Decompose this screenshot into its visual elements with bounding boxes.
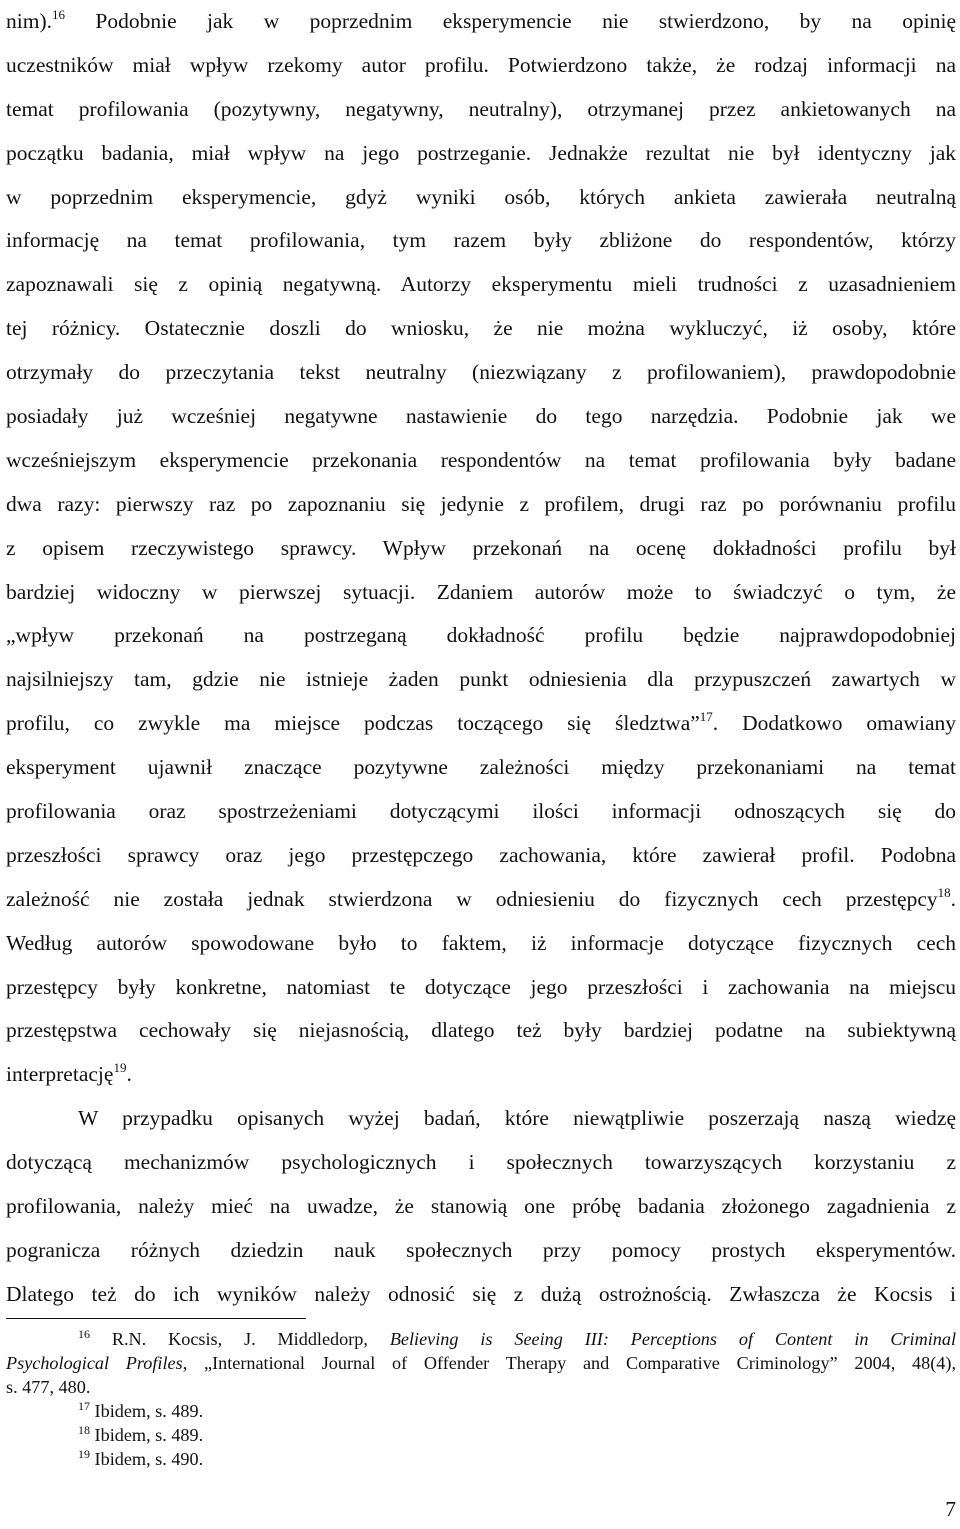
footnote-number: 17 xyxy=(78,1399,90,1413)
text-line: otrzymały do przeczytania tekst neutralny (niezwiązany z profilowaniem), prawdopodobnie xyxy=(6,360,956,385)
text-line: W przypadku opisanych wyżej badań, które niewątpliwie poszerzają naszą wiedzę xyxy=(78,1106,956,1131)
footnotes xyxy=(6,1327,956,1471)
footnote-18: $^{18}$ Ibidem, s. 489. xyxy=(78,1423,204,1445)
footnote-17: $^{17}$ Ibidem, s. 489. xyxy=(78,1399,204,1421)
footnote-ref-16[interactable]: 16 xyxy=(51,7,65,22)
text-line: informację na temat profilowania, tym razem były zbliżone do respondentów, którzy xyxy=(6,228,956,253)
footnote-line: $^{16}$ R.N. Kocsis, J. Middledorp, Believing is Seeing III: Perceptions of Content in Criminal xyxy=(78,1327,957,1349)
text-line: profilowania oraz spostrzeżeniami dotyczącymi ilości informacji odnoszących się do xyxy=(6,799,956,824)
text-line: wcześniejszym eksperymencie przekonania respondentów na temat profilowania były badane xyxy=(6,447,956,472)
text-line: profilowania, należy mieć na uwadze, że stanowią one próbę badania złożonego zagadnienia z xyxy=(6,1194,956,1219)
text-line: bardziej widoczny w pierwszej sytuacji. Zdaniem autorów może to świadczyć o tym, że xyxy=(6,579,956,604)
footnote-number: 16 xyxy=(78,1327,90,1341)
footnote-number: 19 xyxy=(78,1447,90,1461)
body-text xyxy=(6,0,956,1317)
text-line: dotyczącą mechanizmów psychologicznych i społecznych towarzyszących korzystaniu z xyxy=(6,1150,956,1175)
text-line: nim).$^{16}$ Podobnie jak w poprzednim eksperymencie nie stwierdzono, by na opinię xyxy=(6,7,956,33)
text-line: „wpływ przekonań na postrzeganą dokładność profilu będzie najprawdopodobniej xyxy=(6,623,956,648)
text-line: profilu, co zwykle ma miejsce podczas toczącego się śledztwa”$^{17}$. Dodatkowo omawiany xyxy=(6,709,956,736)
footnote-line: s. 477, 480. xyxy=(6,1377,91,1397)
footnote-separator xyxy=(6,1318,306,1319)
text-line: interpretację$^{19}$. xyxy=(6,1060,132,1087)
footnote-ref-18[interactable]: 18 xyxy=(937,884,951,900)
text-line: przestępstwa cechowały się niejasnością, dlatego też były bardziej podatne na subiektywną xyxy=(6,1018,956,1043)
document-page xyxy=(6,0,956,1529)
text-line: zapoznawali się z opinią negatywną. Autorzy eksperymentu mieli trudności z uzasadnieniem xyxy=(6,272,956,297)
text-line: tej różnicy. Ostatecznie doszli do wniosku, że nie można wykluczyć, iż osoby, które xyxy=(6,316,956,341)
text-line: Dlatego też do ich wyników należy odnosić się z dużą ostrożnością. Zwłaszcza że Kocsis i xyxy=(6,1281,956,1306)
text-line: Według autorów spowodowane było to faktem, iż informacje dotyczące fizycznych cech xyxy=(6,930,956,955)
text-line: pogranicza różnych dziedzin nauk społecznych przy pomocy prostych eksperymentów. xyxy=(6,1237,956,1262)
text-line: początku badania, miał wpływ na jego postrzeganie. Jednakże rezultat nie był identyczny jak xyxy=(6,140,956,165)
text-line: w poprzednim eksperymencie, gdyż wyniki osób, których ankieta zawierała neutralną xyxy=(6,184,956,209)
footnote-ref-19[interactable]: 19 xyxy=(113,1060,127,1076)
page-number: 7 xyxy=(945,1497,956,1521)
footnote-16 xyxy=(6,1327,956,1399)
text-line: przestępcy były konkretne, natomiast te dotyczące jego przeszłości i zachowania na miejscu xyxy=(6,974,956,999)
text-line: uczestników miał wpływ rzekomy autor profilu. Potwierdzono także, że rodzaj informacji na xyxy=(6,52,956,77)
text-line: najsilniejszy tam, gdzie nie istnieje żaden punkt odniesienia dla przypuszczeń zawartych w xyxy=(6,667,956,692)
text-line: temat profilowania (pozytywny, negatywny, neutralny), otrzymanej przez ankietowanych na xyxy=(6,96,956,121)
text-line: przeszłości sprawcy oraz jego przestępczego zachowania, które zawierał profil. Podobna xyxy=(6,842,956,867)
footnote-19: $^{19}$ Ibidem, s. 490. xyxy=(78,1447,204,1469)
text-line: z opisem rzeczywistego sprawcy. Wpływ przekonań na ocenę dokładności profilu był xyxy=(6,535,956,560)
text-line: posiadały już wcześniej negatywne nastawienie do tego narzędzia. Podobnie jak we xyxy=(6,404,956,429)
footnote-number: 18 xyxy=(78,1423,90,1437)
text-line: dwa razy: pierwszy raz po zapoznaniu się jedynie z profilem, drugi raz po porównaniu profilu xyxy=(6,491,956,516)
footnote-line: Psychological Profiles, „International Journal of Offender Therapy and Comparative Criminology” 2004, 48(4), xyxy=(6,1353,957,1373)
text-line: eksperyment ujawnił znaczące pozytywne zależności między przekonaniami na temat xyxy=(6,755,956,780)
footnote-ref-17[interactable]: 17 xyxy=(699,709,713,725)
text-line: zależność nie została jednak stwierdzona w odniesieniu do fizycznych cech przestępcy$^{18}$. xyxy=(6,884,956,911)
